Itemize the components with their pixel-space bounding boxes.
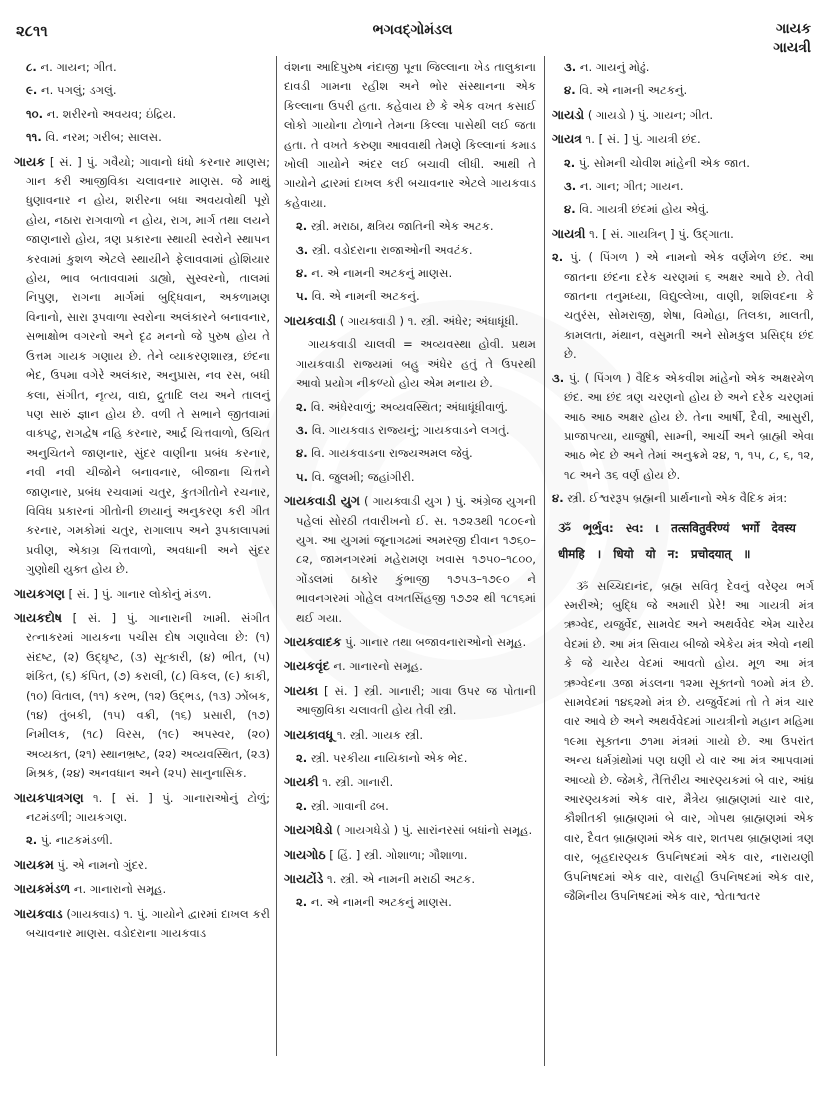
sense-number: ૨. [296, 798, 308, 813]
entry-headword: ગાયકા [284, 682, 319, 698]
entry-definition: ( ગાયડો ) પું. ગાયન; ગીત. [587, 107, 714, 122]
entry-definition: ૧. [ સં. ] પું. ગાયત્રી છંદ. [585, 132, 701, 147]
dictionary-entry [14, 584, 270, 604]
sense-number: ૨. [296, 895, 308, 910]
sense-number: ૨. [564, 155, 576, 170]
dictionary-entry [284, 772, 536, 792]
entry-definition: ૧. સ્ત્રી. ગાયક સ્ત્રી. [336, 727, 424, 742]
entry-headword: ગાયકમંડળ [14, 881, 71, 897]
dictionary-entry [552, 224, 814, 244]
sense-text: પું. સોમની ચોવીશ માંહેની એક જાત. [578, 155, 750, 170]
dictionary-entry [284, 845, 536, 865]
book-title: ભગવદ્ગોમંડલ [372, 22, 453, 38]
sense-text: વિ. ગાયકવાડના રાજ્યઅમલ જેવું. [311, 446, 473, 461]
entry-definition: ૧. સ્ત્રી. ગાનારી. [322, 775, 394, 790]
sense-number: ૩. [552, 370, 565, 385]
page-number: ૨૮૧૧ [16, 22, 48, 40]
dictionary-entry [284, 725, 536, 745]
sense-text: ન. ગાયનું મોઢું. [579, 60, 650, 74]
sense-text: ન. એ નામની અટકનું માણસ. [311, 266, 453, 281]
sense-definition [284, 241, 536, 260]
dictionary-entry [14, 608, 270, 784]
sense-number: ૩. [564, 60, 577, 74]
sense-number: ૧૦. [26, 106, 44, 121]
sense-number: ૨. [296, 219, 308, 234]
sense-definition [552, 58, 814, 77]
sense-definition [552, 177, 814, 196]
entry-headword: ગાયકાવધૂ [284, 726, 334, 742]
sense-definition [14, 831, 270, 850]
sense-number: ૪. [296, 446, 308, 461]
entry-headword: ગાયગોઠ [284, 846, 326, 862]
column-3 [552, 58, 814, 910]
sense-text: વિ. જુલમી; જહાંગીરી. [311, 469, 415, 484]
sense-text: વિ. એ નામની અટકનું. [579, 83, 688, 98]
usage-paragraph: ગાયકવાડી ચાલવી = અવ્યવસ્થા હોવી. પ્રથમ ગાયકવાડી રાજ્યમાં બહુ અંધેર હતું તે ઉપરથી આવો પ્રયોગ નીકળ્યો હોય એમ મનાય છે. [296, 337, 536, 391]
gayatri-mantra [552, 515, 814, 567]
sense-text: ન. શરીરનો અવયવ; ઇંદ્રિય. [46, 106, 177, 121]
dictionary-entry [284, 820, 536, 840]
sense-definition [552, 81, 814, 100]
entry-definition: ( ગાયગધેડો ) પું. સારાંનરસાં બધાંનો સમૂહ. [336, 823, 533, 838]
sense-definition [284, 749, 536, 768]
sense-definition [284, 444, 536, 463]
sense-number: ૨. [26, 833, 38, 848]
entry-definition: પું. એ નામનો ગુંદર. [57, 857, 148, 872]
sense-number: ૨. [296, 751, 308, 765]
entry-headword: ગાયક [14, 153, 45, 169]
sense-number: ૩. [296, 242, 309, 257]
sense-number: ૪. [564, 83, 576, 98]
entry-headword: ગાયત્રી [552, 225, 586, 241]
sense-definition [14, 128, 270, 147]
sense-number: ૪. [564, 202, 576, 217]
sense-number: ૯. [26, 83, 38, 98]
sense-text: સ્ત્રી. ઈશ્વરરૂપ બ્રહ્મની પ્રાર્થનાનો એક વૈદિક મંત્ર: [567, 491, 788, 506]
sense-text: સ્ત્રી. ગાવાની ઢબ. [310, 798, 389, 813]
entry-headword: ગાયકપાત્રગણ [14, 789, 84, 805]
sense-text: વિ. ગાયકવાડ રાજ્યનું; ગાયકવાડને લગતું. [311, 422, 510, 437]
column-1 [14, 58, 270, 947]
sense-text: સ્ત્રી. મરાઠા, ક્ષત્રિય જાતિની એક અટક. [310, 219, 494, 234]
sense-definition [284, 287, 536, 306]
sense-text: ન. પગલું; ડગલું. [40, 83, 117, 98]
entry-headword: ગાયકવાદક [284, 633, 342, 649]
sense-number: ૨. [296, 399, 308, 414]
entry-definition: [ સં. ] પું. ગાનાર લોકોનું મંડળ. [68, 586, 212, 601]
entry-definition: ૧. [ સં. ] પું. ગાનારાઓનું ટોળું; નટમંડળી; ગાયકગણ. [26, 790, 270, 825]
dictionary-entry [284, 681, 536, 721]
dictionary-entry [14, 855, 270, 875]
page-header [0, 14, 825, 54]
entry-headword: ગાયકવાડ [14, 905, 63, 921]
column-divider-left [276, 56, 277, 1056]
guide-word-bottom: ગાયત્રી [773, 40, 811, 56]
sense-text: સ્ત્રી. પરકીયા નાયિકાનો એક ભેદ. [310, 751, 468, 765]
entry-definition: ૧. સ્ત્રી. એ નામની મરાઠી અટક. [327, 872, 476, 887]
dictionary-entry [284, 656, 536, 676]
sense-text: વિ. નરમ; ગરીબ; સાલસ. [45, 130, 162, 145]
entry-definition: (ગાયક્વાડ) ૧. પું. ગાયોને દ્વારમાં દાખલ કરી બચાવનાર માણસ. વડોદરાના ગાયકવાડ [26, 906, 270, 941]
sense-definition [284, 264, 536, 283]
entry-headword: ગાયકગણ [14, 585, 65, 601]
column-2 [284, 58, 536, 917]
sense-definition [14, 81, 270, 100]
sense-text: પું. ( પિંગળ ) એ નામનો એક વર્ણમેળ છંદ. આ જાતના છંદના દરેક ચરણમાં ૬ અક્ષર આવે છે. તેવી જાતના તનુમધ્યા, વિદ્યુલ્લેખા, વાણી, શશિવદના કે ચતુરંસ, સોમરાજી, શેષા, વિમોહા, તિલકા, માલતી, કામલતા, મંથાન, વસુમતી અને સોમકુલ પ્રસિદ્ધ છંદ છે. [564, 250, 815, 362]
dictionary-entry [284, 491, 536, 628]
sense-number: ૨. [552, 250, 564, 265]
sense-definition [552, 154, 814, 173]
sense-definition [552, 489, 814, 508]
entry-headword: ગાયડો [552, 106, 585, 122]
sense-definition [14, 105, 270, 124]
sense-text: ન. એ નામની અટકનું માણસ. [310, 895, 452, 910]
entry-definition: [ હિં. ] સ્ત્રી. ગોશાળા; ગૌશાળા. [329, 847, 468, 862]
sense-number: ૫. [296, 289, 309, 304]
entry-definition: [ સં. ] પું. ગાનારાની ખામી. સંગીત રત્નાકરમાં ગાયકના પચીસ દોષ ગણાવેલા છે: (૧) સંદષ્ટ, (૨) ઉદ્ઘૃષ્ટ, (૩) સૂત્કારી, (૪) ભીત, (૫) શંકિત, (૬) કંપિત, (૭) કરાલી, (૮) વિકલ, (૯) કાકી, (૧૦) વિતાલ, (૧૧) કરભ, (૧૨) ઉદ્ભડ, (૧૩) ઝોંબક, (૧૪) તુંબકી, (૧૫) વક્રી, (૧૬) પ્રસારી, (૧૭) નિમીલક, (૧૮) વિરસ, (૧૯) અપસ્વર, (૨૦) અવ્યક્ત, (૨૧) સ્થાનભ્રષ્ટ, (૨૨) અવ્યવસ્થિત, (૨૩) મિશ્રક, (૨૪) અનવધાન અને (૨૫) સાનુનાસિક. [26, 610, 270, 781]
entry-definition: ( ગાયક્વાડી ) ૧. સ્ત્રી. અંધેર; અંધાધૂંધી. [339, 313, 519, 328]
entry-headword: ગાયટોંડે [284, 871, 324, 887]
entry-definition: ન. ગાનારાનો સમૂહ. [73, 882, 167, 897]
entry-headword: ગાયત્ર [552, 131, 582, 147]
entry-definition: ( ગાયક્વાડી યુગ ) પું. અંગ્રેજ યુગની પહેલાં સોરઠી તવારીખનો ઈ. સ. ૧૭૨૩થી ૧૮૦૯નો યુગ. આ યુગમાં જૂનાગઢમાં અમરજી દીવાન ૧૭૬૦–૮૨, જામનગરમાં મહેરામણ ખવાસ ૧૭૫૦–૧૮૦૦, ગોંડલમાં ઠાકોર કુંભાજી ૧૭૫૩–૧૭૯૦ ને ભાવનગરમાં ગોહેલ વખતસિંહજી ૧૭૭૨ થી ૧૮૧૬માં થઈ ગયા. [296, 494, 537, 625]
entry-definition: પું. ગાનાર તથા બજાવનારાઓનો સમૂહ. [345, 634, 527, 649]
dictionary-entry [14, 879, 270, 899]
sense-number: ૪. [552, 491, 564, 506]
sense-definition [552, 369, 814, 485]
sense-number: ૮. [26, 60, 37, 74]
dictionary-entry [284, 632, 536, 652]
sense-definition [284, 421, 536, 440]
entry-definition: ન. ગાનારનો સમૂહ. [333, 659, 423, 674]
sense-definition [284, 893, 536, 912]
sense-text: પું. ( પિંગળ ) વૈદિક એકવીશ માંહેનો એક અક્ષરમેળ છંદ. આ છંદ ત્રણ ચરણનો હોય છે અને દરેક ચરણમાં આઠ આઠ અક્ષર હોય છે. તેના આર્ષી, દૈવી, આસુરી, પ્રાજાપત્યા, યાજુષી, સામ્ની, આર્ચી અને બ્રાહ્મી એવા આઠ ભેદ છે અને તેમાં અનુક્રમે ૨૪, ૧, ૧૫, ૮, ૬, ૧૨, ૧૮ અને ૩૬ વર્ણ હોય છે. [564, 370, 814, 482]
mantra-line: धीमहि । धियो यो न: प्रचोदयात् ॥ [558, 546, 751, 561]
sense-text: વિ. એ નામની અટકનું. [311, 289, 420, 304]
entry-definition: ૧. [ સં. ગાયત્રિન્ ] પું. ઉદ્ગાતા. [589, 226, 734, 241]
entry-definition: [ સં. ] પું. ગવૈયો; ગાવાનો ધંધો કરનાર માણસ; ગાન કરી આજીવિકા ચલાવનાર માણસ. જે માથું ધુણાવનાર ન હોય, શરીરના બધા અવયવોથી પૂરો હોય, નઠારા રાગવાળો ન હોય, રાગ, માર્ગ તથા લયને જાણનારો હોય, ત્રણ પ્રકારના સ્થાયી સ્વરોને સ્થાપન કરવામાં કુશળ એટલે સ્થાયીને ફેલાવવામાં હોશિયાર હોય, ભાવ બતાવવામાં ડાહ્યો, સુસ્વરનો, તાલમાં નિપુણ, રાગના માર્ગમાં બુદ્ધિવાન, અકળામણ વિનાનો, સારા રૂપવાળા સ્વરોના અલંકારને બનાવનાર, સભાક્ષોભ વગરનો અને દૃઢ મનનો જે પુરુષ હોય તે ઉત્તમ ગાયક ગણાય છે. તેને વ્યાકરણશાસ્ત્ર, છંદના ભેદ, ઉપમા વગેરે અલંકાર, અનુપ્રાસ, નવ રસ, બધી કલા, સંગીત, નૃત્ય, વાદ્ય, દ્રુતાદિ લય અને તાલનું પણ સારું જ્ઞાન હોય છે. વળી તે સભાને જીતવામાં વાક્પટુ, રાગદ્વેષ નહિ કરનાર, આર્દ્ર ચિત્તવાળો, ઉચિત અનુચિતને જાણનાર, સુંદર વાણીના પ્રબંધ કરનાર, નવી નવી ચીજોને બનાવનાર, બીજાના ચિત્તને જાણનાર, પ્રબંધ રચવામાં ચતુર, કુતગીતોને રચનાર, વિવિધ પ્રકારનાં ગીતોની છાયાનું અનુકરણ કરી ગીત કરનાર, ગમકોમાં ચતુર, રાગાલાપ અને રૂપકાલાપમાં પ્રવીણ, એકાગ્ર ચિત્તવાળો, અવધાની અને સુંદર ગુણોથી યુક્ત હોય છે. [26, 154, 271, 577]
sense-definition [552, 248, 814, 364]
sense-text: વિ. ગાયત્રી છંદમાં હોય એવું. [579, 202, 710, 217]
dictionary-entry [552, 129, 814, 149]
continued-entry-text: વંશના આદિપુરુષ નંદાજી પૂના જિલ્લાના ખેડ તાલુકાના દાવડી ગામના રહીશ અને ભોર સંસ્થાનના એક કિલ્લાના ઉપરી હતા. કહેવાય છે કે એક વખત કસાઈ લોકો ગાયોના ટોળાને તેમના કિલ્લા પાસેથી લઈ જતા હતા. તે વખતે કરુણા આવવાથી તેમણે કિલ્લાનાં કમાડ ખોલી ગાયોને અંદર લઈ બચાવી લીધી. આથી તે ગાયોને દ્વારમાં દાખલ કરી બચાવનાર એટલે ગાયકવાડ કહેવાયા. [284, 60, 536, 210]
column-divider-right [544, 56, 545, 1066]
sense-definition [284, 468, 536, 487]
dictionary-entry [14, 904, 270, 944]
entry-headword: ગાયકદોષ [14, 609, 62, 625]
dictionary-entry [14, 152, 270, 580]
dictionary-entry [284, 311, 536, 331]
sense-text: ન. ગાન; ગીત; ગાયન. [579, 179, 684, 194]
sense-text: વિ. અંધેરવાળું; અવ્યવસ્થિત; અંધાધૂંધીવાળું. [310, 399, 508, 414]
sense-text: ન. ગાયન; ગીત. [40, 60, 117, 74]
entry-headword: ગાયકમ [14, 856, 54, 872]
entry-headword: ગાયગધેડો [284, 822, 333, 838]
sense-text: સ્ત્રી. વડોદરાના રાજાઓની અવટંક. [311, 242, 473, 257]
entry-headword: ગાયકી [284, 774, 319, 790]
sense-number: ૩. [296, 422, 309, 437]
sense-number: ૧૧. [26, 130, 42, 145]
sense-number: ૩. [564, 179, 577, 194]
sense-definition [284, 797, 536, 816]
entry-definition: [ સં. ] સ્ત્રી. ગાનારી; ગાવા ઉપર જ પોતાની આજીવિકા ચલાવતી હોય તેવી સ્ત્રી. [296, 683, 537, 718]
sense-definition [284, 398, 536, 417]
sense-number: ૪. [296, 266, 308, 281]
sense-number: ૫. [296, 469, 309, 484]
entry-headword: ગાયકવાડી યુગ [284, 493, 360, 509]
entry-headword: ગાયકવૃંદ [284, 658, 330, 674]
sense-text: પું. નાટકમંડળી. [40, 833, 113, 848]
sense-definition [284, 217, 536, 236]
dictionary-entry [284, 869, 536, 889]
entry-headword: ગાયકવાડી [284, 312, 337, 328]
guide-words [773, 20, 811, 58]
usage-paragraph: ૐ સચ્ચિદાનંદ, બ્રહ્મ સવિતૃ દેવનું વરેણ્ય ભર્ગ સ્મરીએ; બુદ્ધિ જે અમારી પ્રેરે! આ ગાયત્રી મંત્ર ઋગ્વેદ, યજુર્વેદ, સામવેદ અને અથર્વવેદ એમ ચારેય વેદમાં છે. આ મંત્ર સિવાય બીજો એકેય મંત્ર એવો નથી કે જે ચારેય વેદમાં આવતો હોય. મૂળ આ મંત્ર ઋગ્વેદના ૩જા મંડલના ૧૨મા સૂક્તનો ૧૦મો મંત્ર છે. સામવેદમાં ૧૪૬૨મો મંત્ર છે. યજુર્વેદમાં તો તે મંત્ર ચાર વાર આવે છે અને અથર્વવેદમાં ગાયત્રીનો મહાન મહિમા ૧૯મા સૂક્તના ૭૧મા મંત્રમાં ગાયો છે. આ ઉપરાંત અન્ય ધર્મગ્રંથોમાં પણ ઘણી યે વાર આ મંત્ર આપવામાં આવ્યો છે. જેમકે, તૈત્તિરીય આરણ્યકમાં બે વાર, આંધ્ર આરણ્યકમાં એક વાર, મૈત્રેય બ્રાહ્મણમાં ચાર વાર, કૌશીતકી બ્રાહ્મણમાં બે વાર, ગોપથ બ્રાહ્મણમાં એક વાર, દૈવત બ્રાહ્મણમાં એક વાર, શતપથ બ્રાહ્મણમાં ત્રણ વાર, બૃહદારણ્યક ઉપનિષદમાં એક વાર, નારાયણી ઉપનિષદમાં એક વાર, વારાહી ઉપનિષદમાં એક વાર, જૈમિનીય ઉપનિષદમાં એક વાર, શ્વેતાશ્વતર [564, 578, 814, 904]
mantra-line: ૐ ભૂર્ભુવ: સ્વ: । तत्सवितुर्वरेण्यं भर्गो देवस्य [558, 520, 796, 535]
guide-word-top: ગાયક [776, 21, 811, 37]
dictionary-entry [14, 788, 270, 828]
dictionary-entry [552, 105, 814, 125]
sense-definition [14, 58, 270, 77]
sense-definition [552, 200, 814, 219]
